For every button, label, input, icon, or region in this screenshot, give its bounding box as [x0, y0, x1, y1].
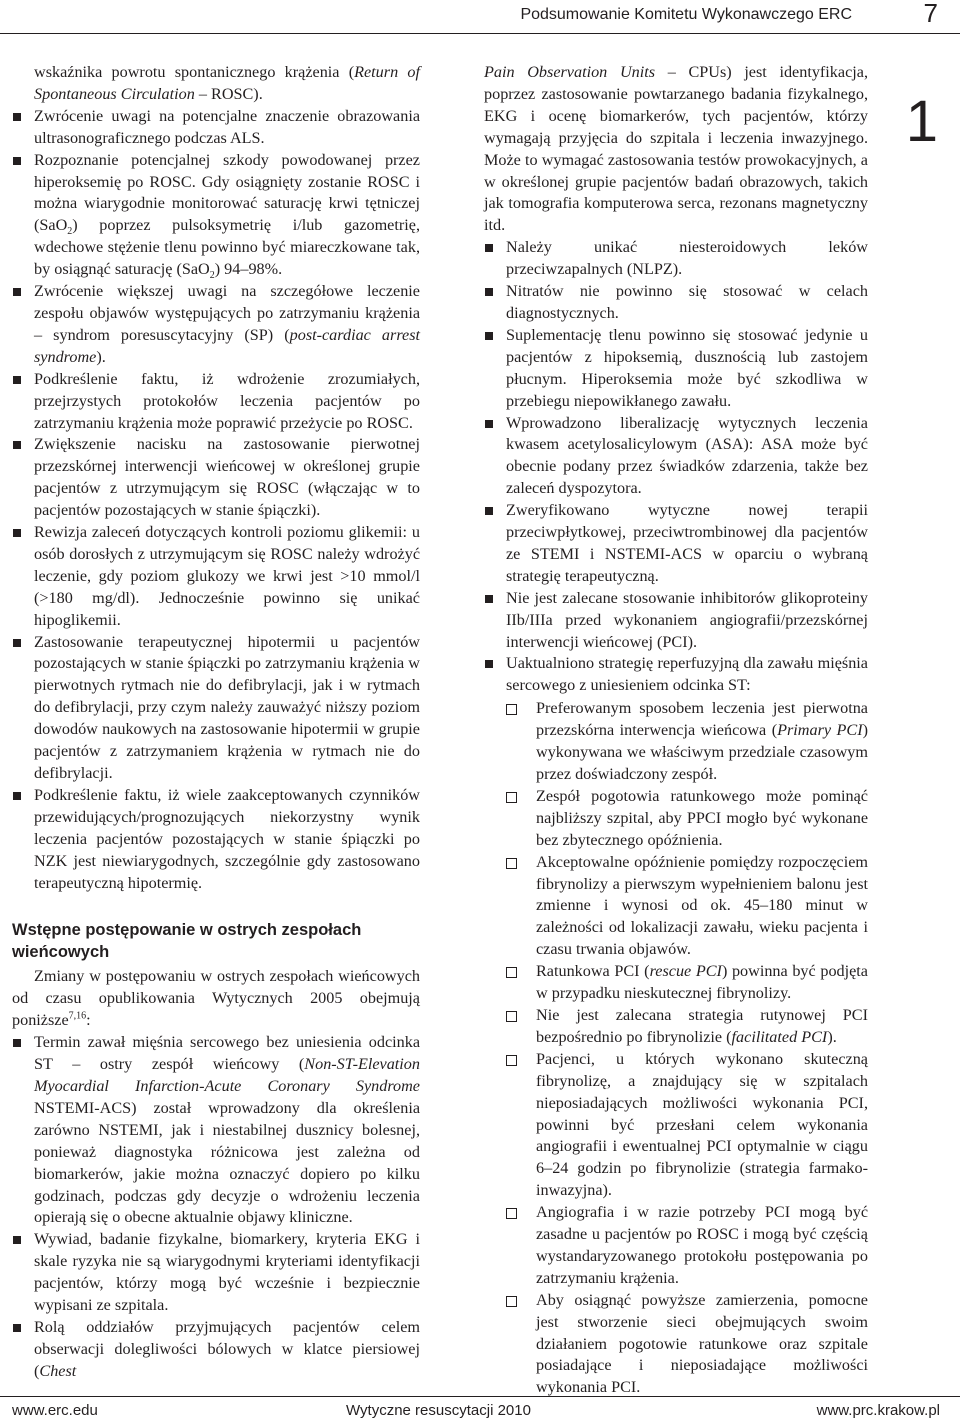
- list-item: Wywiad, badanie fizykalne, biomarkery, kryteria EKG i skale ryzyka nie są wiarygodnymi kryteriami identyfikacji pacjentów, którzy mogą być wcześnie i bezpiecznie wypisani ze szpitala.: [12, 1229, 420, 1317]
- sub-list-item: Akceptowalne opóźnienie pomiędzy rozpoczęciem fibrynolizy a pierwszym wypełnieniem balonu jest zmienne i wynosi od ok. 45–180 minut w zależności od lokalizacji zawału, wieku pacjenta i czasu trwania objawów.: [506, 852, 868, 962]
- section-heading: Wstępne postępowanie w ostrych zespołach wieńcowych: [12, 921, 362, 961]
- page-header: [0, 0, 960, 44]
- list-item: Podkreślenie faktu, iż wiele zaakceptowanych czynników przewidujących/prognozujących niekorzystny wynik leczenia pacjentów pozostających w stanie śpiączki po NZK jest niewiarygodnych, szczególnie gdy zastosowano terapeutyczną hipotermię.: [12, 785, 420, 895]
- list-item: Zastosowanie terapeutycznej hipotermii u pacjentów pozostających w stanie śpiączki po zatrzymaniu krążenia w pierwotnych rytmach nie do defibrylacji, jak i w rytmach do defibrylacji, przy czym należy zauważyć niższy poziom dowodów naukowych na zastosowanie hipotermii w grupie pacjentów z zatrzymaniem krążenia w rytmach nie do defibrylacji.: [12, 632, 420, 785]
- sub-list-item: Pacjenci, u których wykonano skuteczną fibrynolizę, a znajdujący się w szpitalach nieposiadających możliwości wykonania PCI, powinni być przesłani celem wykonania angiografii i ewentualnej PCI optymalnie w ciągu 6–24 godzin po fibrynolizie (strategia farmako-inwazyjna).: [506, 1049, 868, 1202]
- bullet-list: [12, 106, 420, 895]
- right-column: [484, 62, 868, 1399]
- list-item: Należy unikać niesteroidowych leków przeciwzapalnych (NLPZ).: [484, 237, 868, 281]
- list-item: Nie jest zalecane stosowanie inhibitorów glikoproteiny IIb/IIIa przed wykonaniem angiografii/przezskórnej interwencji wieńcowej (PCI).: [484, 588, 868, 654]
- header-rule: [0, 33, 960, 34]
- page-number: 7: [923, 0, 938, 28]
- continued-paragraph: Pain Observation Units – CPUs) jest identyfikacja, poprzez zastosowanie powtarzanego badania fizykalnego, EKG i ocenę biomarkerów, tych pacjentów, którzy wymagają przyjęcia do szpitala i leczenia inwazyjnego. Może to wymagać zastosowania testów prowokacyjnych, a w określonej grupie pacjentów badań obrazowych, takich jak tomografia komputerowa serca, rezonans magnetyczny itd.: [484, 63, 869, 235]
- list-item: Rozpoznanie potencjalnej szkody powodowanej przez hiperoksemię po ROSC. Gdy osiągnięty zostanie ROSC i można wiarygodnie monitorować saturację krwi tętniczej (SaO$_2$) poprzez pulsoksymetrię i/lub gazometrię, wdechowe stężenie tlenu powinno być miareczkowane tak, by osiągnąć saturację (SaO$_2$) 94–98%.: [12, 150, 420, 281]
- page-footer: [0, 1396, 960, 1423]
- sub-list-item: Ratunkowa PCI (rescue PCI) powinna być podjęta w przypadku nieskutecznej fibrynolizy.: [506, 961, 868, 1005]
- list-item: Rolą oddziałów przyjmujących pacjentów celem obserwacji dolegliwości bólowych w klatce piersiowej (Chest: [12, 1317, 420, 1383]
- list-item: Nitratów nie powinno się stosować w celach diagnostycznych.: [484, 281, 868, 325]
- left-column: [12, 62, 420, 1383]
- footer-link-prc[interactable]: www.prc.krakow.pl: [816, 1402, 940, 1419]
- footer-link-erc[interactable]: www.erc.edu: [12, 1402, 98, 1419]
- chapter-number: 1: [905, 89, 938, 154]
- running-header-title: Podsumowanie Komitetu Wykonawczego ERC: [520, 6, 852, 23]
- footer-title: Wytyczne resuscytacji 2010: [346, 1402, 531, 1419]
- continued-paragraph: wskaźnika powrotu spontanicznego krążenia (Return of Spontaneous Circulation – ROSC).: [34, 63, 420, 103]
- sub-list-item: Aby osiągnąć powyższe zamierzenia, pomocne jest stworzenie sieci obejmujących swoim działaniem pogotowie ratunkowe oraz szpitale posiadające i nieposiadające możliwości wykonania PCI.: [506, 1290, 868, 1400]
- sub-list-item: Angiografia i w razie potrzeby PCI mogą być zasadne u pacjentów po ROSC i mogą być częścią wystandaryzowanego protokołu postępowania po zatrzymaniu krążenia.: [506, 1202, 868, 1290]
- list-item: Zweryfikowano wytyczne nowej terapii przeciwpłytkowej, przeciwtrombinowej dla pacjentów ze STEMI i NSTEMI-ACS w oparciu o wybraną strategię terapeutyczną.: [484, 500, 868, 588]
- sub-list-item: Nie jest zalecana strategia rutynowej PCI bezpośrednio po fibrynolizie (facilitated PCI).: [506, 1005, 868, 1049]
- footer-rule: [0, 1396, 960, 1397]
- bullet-list: [12, 1032, 420, 1383]
- bullet-list: [484, 237, 868, 1399]
- list-item: Zwrócenie uwagi na potencjalne znaczenie obrazowania ultrasonograficznego podczas ALS.: [12, 106, 420, 150]
- list-item: Termin zawał mięśnia sercowego bez uniesienia odcinka ST – ostry zespół wieńcowy (Non-ST-Elevation Myocardial Infarction-Acute Coronary Syndrome NSTEMI-ACS) został wprowadzony dla określenia zarówno NSTEMI, jak i niestabilnej dusznicy bolesnej, ponieważ diagnostyka różnicowa jest zależna od biomarkerów, jakie można oznaczyć dopiero po kilku godzinach, podczas gdy decyzje o wdrożeniu leczenia opierają się o obecne aktualnie objawy kliniczne.: [12, 1032, 420, 1229]
- list-item: Zwiększenie nacisku na zastosowanie pierwotnej przezskórnej interwencji wieńcowej w określonej grupie pacjentów z utrzymującym się ROSC (włączając w to pacjentów pozostających w stanie śpiączki).: [12, 434, 420, 522]
- list-item: Wprowadzono liberalizację wytycznych leczenia kwasem acetylosalicylowym (ASA): ASA może być obecnie podany przez świadków zdarzenia, także bez zaleceń dyspozytora.: [484, 413, 868, 501]
- section-intro: Zmiany w postępowaniu w ostrych zespołach wieńcowych od czasu opublikowania Wytycznych 2005 obejmują poniższe$^{7,16}$:: [12, 967, 420, 1030]
- sub-list-item: Preferowanym sposobem leczenia jest pierwotna przezskórna interwencja wieńcowa (Primary PCI) wykonywana we właściwym przedziale czasowym przez doświadczony zespół.: [506, 698, 868, 786]
- list-item: Suplementację tlenu powinno się stosować jedynie u pacjentów z hipoksemią, dusznością lub zastojem płucnym. Hiperoksemia może być szkodliwa w przebiegu niepowikłanego zawału.: [484, 325, 868, 413]
- sub-list-item: Zespół pogotowia ratunkowego może pominąć najbliższy szpital, aby PPCI mogło być wykonane bez zbytecznego opóźnienia.: [506, 786, 868, 852]
- list-item: Uaktualniono strategię reperfuzyjną dla zawału mięśnia sercowego z uniesieniem odcinka ST: Preferowanym sposobem leczenia jest pierwotna przezskórna interwencja wieńcowa (Primary PCI) wykonywana we właściwym przedziale czasowym przez doświadczony zespół. Zespół pogotowia ratunkowego może pominąć najbliższy szpital, aby PPCI mogło być wykonane bez zbytecznego opóźnienia. Akceptowalne opóźnienie pomiędzy rozpoczęciem fibrynolizy a pierwszym wypełnieniem balonu jest zmienne i wynosi od ok. 45–180 minut w zależności od lokalizacji zawału, wieku pacjenta i czasu trwania objawów. Ratunkowa PCI (rescue PCI) powinna być podjęta w przypadku nieskutecznej fibrynolizy. Nie jest zalecana strategia rutynowej PCI bezpośrednio po fibrynolizie (facilitated PCI). Pacjenci, u których wykonano skuteczną fibrynolizę, a znajdujący się w szpitalach nieposiadających możliwości wykonania PCI, powinni być przesłani celem wykonania angiografii i ewentualnej PCI optymalnie w ciągu 6–24 godzin po fibrynolizie (strategia farmako-inwazyjna). Angiografia i w razie potrzeby PCI mogą być zasadne u pacjentów po ROSC i mogą być częścią wystandaryzowanego protokołu postępowania po zatrzymaniu krążenia. Aby osiągnąć powyższe zamierzenia, pomocne jest stworzenie sieci obejmujących swoim działaniem pogotowie ratunkowe oraz szpitale posiadające i nieposiadające możliwości wykonania PCI.: [484, 653, 868, 1399]
- sub-list: [506, 698, 868, 1399]
- list-item: Rewizja zaleceń dotyczących kontroli poziomu glikemii: u osób dorosłych z utrzymującym się ROSC należy wdrożyć leczenie, gdy poziom glukozy we krwi jest >10 mmol/l (>180 mg/dl). Jednocześnie powinno się unikać hipoglikemii.: [12, 522, 420, 632]
- list-item: Podkreślenie faktu, iż wdrożenie zrozumiałych, przejrzystych protokołów leczenia pacjentów po zatrzymaniu krążenia może poprawić przeżycie po ROSC.: [12, 369, 420, 435]
- list-item: Zwrócenie większej uwagi na szczegółowe leczenie zespołu objawów występujących po zatrzymaniu krążenia – syndrom poresuscytacyjny (SP) (post-cardiac arrest syndrome).: [12, 281, 420, 369]
